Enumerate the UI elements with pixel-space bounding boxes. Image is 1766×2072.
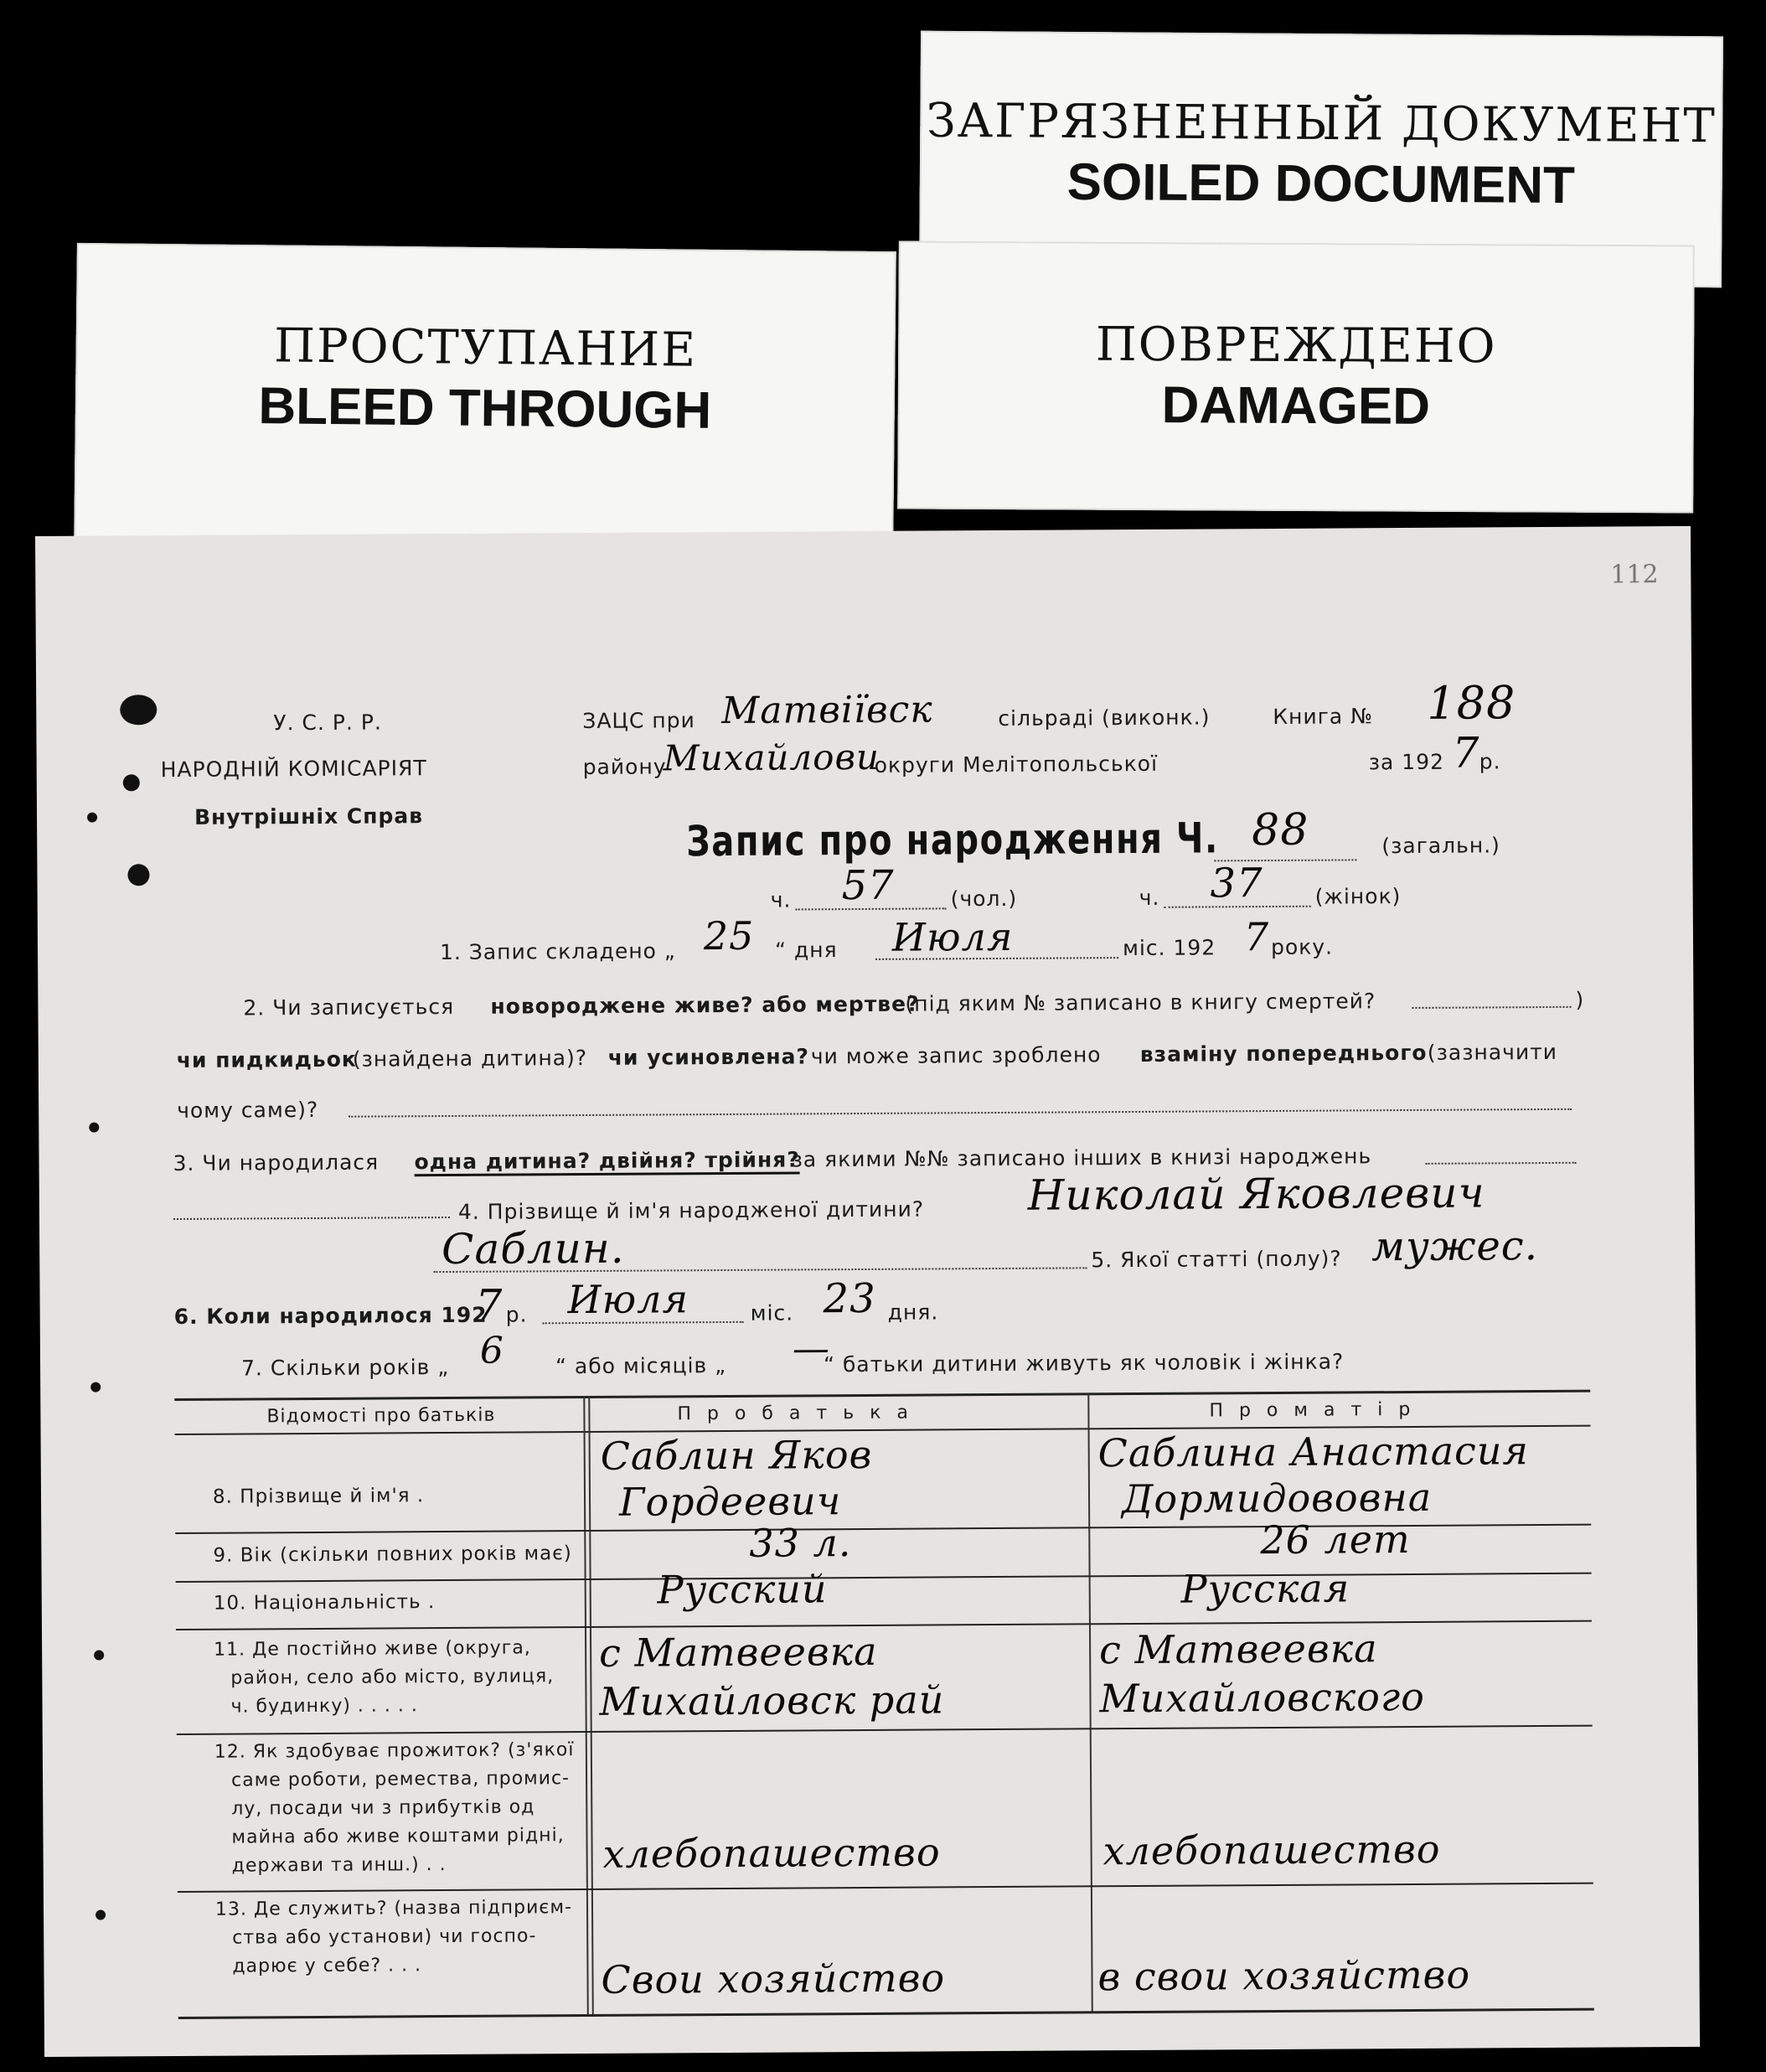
- row12-label-2: саме роботи, ремества, промис-: [230, 1768, 571, 1791]
- binder-hole: [96, 1910, 106, 1920]
- damaged-label-ru: ПОВРЕЖДЕНО: [1095, 317, 1497, 375]
- item2-line2f: (зазначити: [1427, 1039, 1558, 1065]
- row8-label: 8. Прізвище й ім'я .: [212, 1485, 425, 1508]
- page-number: 112: [1610, 560, 1659, 590]
- item4-value-line2: Саблин.: [442, 1223, 625, 1274]
- item2-line3: чому саме)?: [177, 1097, 319, 1123]
- book-label: Книга №: [1273, 704, 1374, 729]
- item2-line1c: (під яким № записано в книгу смертей?: [905, 989, 1376, 1016]
- table-header-father: П р о б а т ь к а: [677, 1402, 914, 1425]
- row13-mother: в свои хозяйство: [1097, 1951, 1471, 2000]
- item6-day: 23: [823, 1274, 876, 1323]
- item2-line3-dots: [349, 1108, 1572, 1118]
- item6-d: дня.: [887, 1300, 939, 1325]
- item2-line1a: 2. Чи записується: [243, 994, 455, 1020]
- item2-line2b: (знайдена дитина)?: [352, 1045, 588, 1072]
- item1-suffix: року.: [1270, 934, 1334, 959]
- row12-label-4: майна або живе коштами рідні,: [231, 1825, 565, 1848]
- row13-label-2: ства або установи) чи госпо-: [232, 1925, 537, 1949]
- header-internal-affairs: Внутрішніх Справ: [194, 803, 424, 829]
- binder-hole: [94, 1651, 104, 1661]
- item3-a: 3. Чи народилася: [173, 1150, 380, 1176]
- table-row-divider: [176, 1620, 1592, 1630]
- item4-value-line1: Николай Яковлевич: [1027, 1168, 1485, 1220]
- row11-label-1: 11. Де постійно живе (округа,: [214, 1637, 531, 1661]
- district-prefix: району: [582, 754, 667, 780]
- row12-label-5: держави та инш.) . .: [231, 1854, 447, 1877]
- female-line: [1164, 906, 1311, 908]
- item1-mid: “ дня: [774, 938, 838, 963]
- item5-label: 5. Якої статті (полу)?: [1091, 1246, 1342, 1273]
- table-col-divider-1: [583, 1396, 594, 2016]
- row11-mother-line1: с Матвеевка: [1098, 1625, 1378, 1673]
- item6-c: міс.: [750, 1300, 794, 1325]
- male-line: [796, 907, 947, 910]
- bleed-through-card: [74, 243, 896, 553]
- row10-father: Русский: [657, 1566, 828, 1613]
- zags-prefix: ЗАЦС при: [582, 708, 695, 734]
- item7-years: 6: [479, 1329, 505, 1372]
- female-suffix: (жінок): [1314, 884, 1402, 909]
- row11-father-line2: Михайловск рай: [599, 1677, 945, 1724]
- table-row-divider: [176, 1573, 1592, 1583]
- zags-value: Матвіївск: [721, 688, 933, 732]
- item7-a: 7. Скільки років „: [240, 1354, 450, 1381]
- binder-hole: [89, 1123, 99, 1133]
- soiled-label-en: SOILED DOCUMENT: [1066, 152, 1576, 215]
- item1-mis: міс. 192: [1122, 935, 1216, 961]
- row11-father-line1: с Матвеевка: [598, 1628, 878, 1676]
- item1-year: 7: [1243, 914, 1270, 960]
- book-value: 188: [1427, 676, 1516, 730]
- row8-mother-line1: Саблина Анастасия: [1097, 1428, 1530, 1476]
- item2-line1d: ): [1575, 987, 1585, 1012]
- item7-c: “ батьки дитини живуть як чоловік і жінка?: [823, 1349, 1345, 1377]
- item6-month-line: [543, 1321, 744, 1324]
- item2-line2e: взаміну попереднього: [1139, 1040, 1428, 1067]
- item6-year: 7: [475, 1280, 503, 1330]
- row11-label-3: ч. будинку) . . . . .: [230, 1695, 418, 1718]
- item3-dots: [1426, 1162, 1577, 1165]
- table-col-divider-2: [1087, 1393, 1093, 2013]
- table-row-divider: [178, 1883, 1593, 1893]
- year-top-suffix: р.: [1479, 749, 1501, 774]
- binder-hole: [87, 813, 97, 823]
- item6-b: р.: [505, 1302, 528, 1327]
- table-bottom-border: [178, 2008, 1594, 2019]
- male-suffix: (чол.): [950, 886, 1018, 912]
- soiled-label-ru: ЗАГРЯЗНЕННЫЙ ДОКУМЕНТ: [926, 93, 1717, 154]
- row9-father: 33 л.: [749, 1520, 852, 1566]
- bleed-label-ru: ПРОСТУПАНИЕ: [273, 318, 698, 378]
- row13-label-1: 13. Де служить? (назва підприєм-: [214, 1897, 573, 1920]
- header-commissariat: НАРОДНІЙ КОМІСАРІЯТ: [160, 756, 427, 783]
- row11-mother-line2: Михайловского: [1099, 1673, 1426, 1722]
- item4-label: 4. Прізвище й ім'я народженої дитини?: [457, 1196, 925, 1224]
- header-ussr: У. С. Р. Р.: [273, 710, 382, 736]
- item2-line2c: чи усиновлена?: [607, 1044, 810, 1070]
- record-number: 88: [1251, 804, 1309, 856]
- row13-label-3: дарює у себе? . . .: [232, 1955, 422, 1977]
- district-suffix: округи Мелітопольської: [874, 751, 1159, 778]
- item7-b: “ або місяців „: [555, 1352, 727, 1379]
- row13-father: Свои хозяйство: [601, 1955, 946, 2002]
- item2-line1-dots: [1412, 1006, 1571, 1009]
- year-top-value: 7: [1452, 728, 1480, 778]
- row11-label-2: район, село або місто, вулиця,: [230, 1666, 555, 1689]
- table-row-divider: [177, 1725, 1593, 1735]
- binder-hole: [123, 774, 140, 791]
- row8-mother-line2: Дормидововна: [1121, 1474, 1433, 1522]
- item5-value: мужес.: [1371, 1222, 1539, 1271]
- item1-prefix: 1. Запис складено „: [439, 938, 676, 965]
- item6-a: 6. Коли народилося 192: [173, 1302, 488, 1330]
- district-value: Михайлови: [663, 736, 880, 779]
- zags-suffix: сільраді (виконк.): [998, 705, 1211, 731]
- item4-lead-dots: [173, 1217, 450, 1220]
- birth-record-form: [35, 526, 1700, 2057]
- item3-c: за якими №№ записано інших в книзі народжень: [791, 1144, 1372, 1172]
- row10-mother: Русская: [1180, 1565, 1350, 1612]
- year-top-prefix: за 192: [1368, 749, 1445, 775]
- row12-mother: хлебопашество: [1102, 1826, 1441, 1874]
- item1-day: 25: [703, 912, 755, 959]
- form-title: Запис про народження Ч.: [686, 814, 1219, 866]
- binder-hole: [120, 695, 157, 725]
- record-total-label: (загальн.): [1381, 833, 1500, 859]
- binder-hole: [90, 1382, 101, 1393]
- item1-month: Июля: [891, 913, 1014, 960]
- item2-line2d: чи може запис зроблено: [810, 1042, 1102, 1069]
- row12-label-3: лу, посади чи з прибутків од: [231, 1796, 535, 1820]
- female-prefix: ч.: [1139, 885, 1160, 910]
- item3-b: одна дитина? двійня? трійня?: [414, 1147, 799, 1176]
- row9-label: 9. Вік (скільки повних років має): [213, 1542, 572, 1567]
- item6-month: Июля: [567, 1276, 689, 1323]
- bleed-label-en: BLEED THROUGH: [258, 377, 712, 440]
- row8-father-line1: Саблин Яков: [600, 1431, 873, 1479]
- row9-mother: 26 лет: [1260, 1516, 1411, 1563]
- item1-month-line: [875, 957, 1118, 960]
- item2-line1b: новороджене живе? або мертве?: [490, 991, 920, 1019]
- row12-father: хлебопашество: [602, 1829, 941, 1877]
- table-header-info: Відомості про батьків: [266, 1404, 496, 1428]
- binder-hole: [127, 864, 149, 886]
- row12-label-1: 12. Як здобуває прожиток? (з'якої: [214, 1739, 575, 1763]
- male-count: 57: [841, 861, 895, 910]
- row8-father-line2: Гордеевич: [618, 1478, 842, 1525]
- damaged-label-en: DAMAGED: [1161, 376, 1431, 436]
- female-count: 37: [1210, 860, 1263, 907]
- table-header-mother: П р о м а т і р: [1209, 1398, 1416, 1422]
- item2-line2a: чи пидкидьок: [176, 1046, 357, 1072]
- row10-label: 10. Національність .: [213, 1591, 436, 1615]
- male-prefix: ч.: [770, 887, 792, 912]
- damaged-card: [897, 241, 1695, 514]
- item7-months: —: [792, 1327, 831, 1371]
